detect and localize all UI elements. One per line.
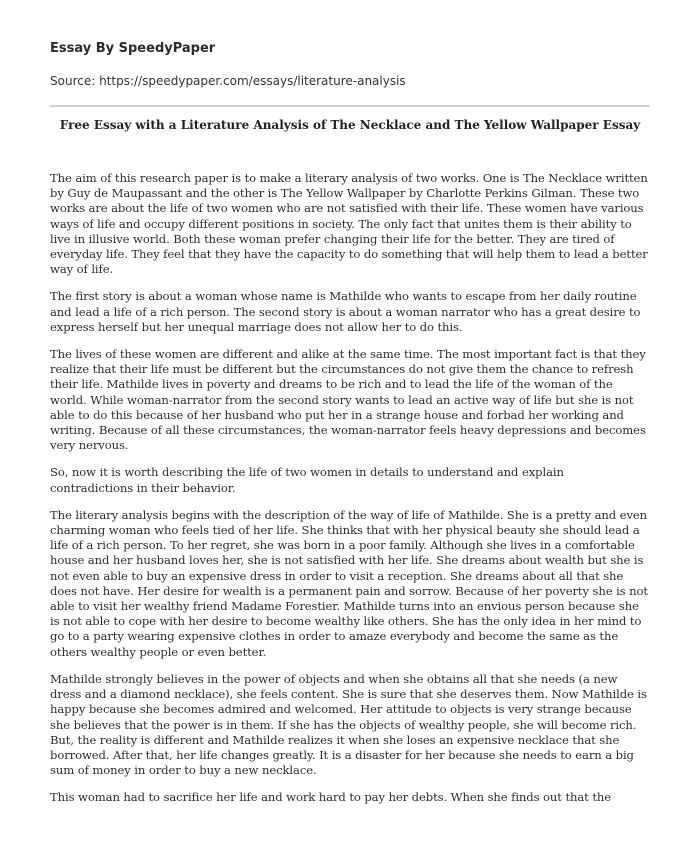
paragraph: The aim of this research paper is to make a literary analysis of two works. One is The Necklace written by Guy de Maupassant and the other is The Yellow Wallpaper by Charlotte Perkins Gilman. These two works are about the life of two women who are not satisfied with their life. These women have various ways of life and occupy different positions in society. The only fact that unites them is their ability to live in illusive world. Both these woman prefer changing their life for the better. They are tired of everyday life. They feel that they have the capacity to do something that will help them to lead a better way of life.: [50, 171, 648, 277]
paragraph: The lives of these women are different and alike at the same time. The most important fact is that they realize that their life must be different but the circumstances do not give them the chance to refresh their life. Mathilde lives in poverty and dreams to be rich and to lead the life of the woman of the world. While woman-narrator from the second story wants to lead an active way of life but she is not able to do this because of her husband who put her in a strange house and forbad her working and writing. Because of all these circumstances, the woman-narrator feels heavy depressions and becomes very nervous.: [50, 347, 646, 453]
paragraph: Mathilde strongly believes in the power of objects and when she obtains all that she needs (a new dress and a diamond necklace), she feels content. She is sure that she deserves them. Now Mathilde is happy because she becomes admired and welcomed. Her attitude to objects is very strange because she believes that the power is in them. If she has the objects of wealthy people, she will become rich. But, the reality is different and Mathilde realizes it when she loses an expensive necklace that she borrowed. After that, her life changes greatly. It is a disaster for her because she needs to earn a big sum of money in order to buy a new necklace.: [50, 671, 647, 778]
brand-heading: Essay By SpeedyPaper: [50, 41, 216, 56]
essay-title: Free Essay with a Literature Analysis of The Necklace and The Yellow Wallpaper Essay: [59, 118, 641, 132]
document-page: [50, 40, 650, 818]
essay-body: [50, 171, 650, 806]
paragraph: The first story is about a woman whose name is Mathilde who wants to escape from her daily routine and lead a life of a rich person. The second story is about a woman narrator who has a great desire to express herself but her unequal marriage does not allow her to do this.: [50, 289, 641, 334]
paragraph: The literary analysis begins with the description of the way of life of Mathilde. She is a pretty and even charming woman who feels tied of her life. She thinks that with her physical beauty she should lead a life of a rich person. To her regret, she was born in a poor family. Although she lives in a comfortable house and her husband loves her, she is not satisfied with her life. She dreams about wealth but she is not even able to buy an expensive dress in order to visit a reception. She dreams about all that she does not have. Her desire for wealth is a permanent pain and sorrow. Because of her poverty she is not able to visit her wealthy friend Madame Forestier. Mathilde turns into an envious person because she is not able to cope with her desire to become wealthy like others. She has the only idea in her mind to go to a party wearing expensive clothes in order to amaze everybody and become the same as the others wealthy people or even better.: [50, 507, 648, 659]
divider: [50, 105, 650, 107]
paragraph: This woman had to sacrifice her life and work hard to pay her debts. When she finds out that the: [50, 790, 612, 805]
paragraph: So, now it is worth describing the life of two women in details to understand and explain contradictions in their behavior.: [50, 465, 564, 495]
source-line: Source: https://speedypaper.com/essays/literature-analysis: [50, 74, 406, 88]
